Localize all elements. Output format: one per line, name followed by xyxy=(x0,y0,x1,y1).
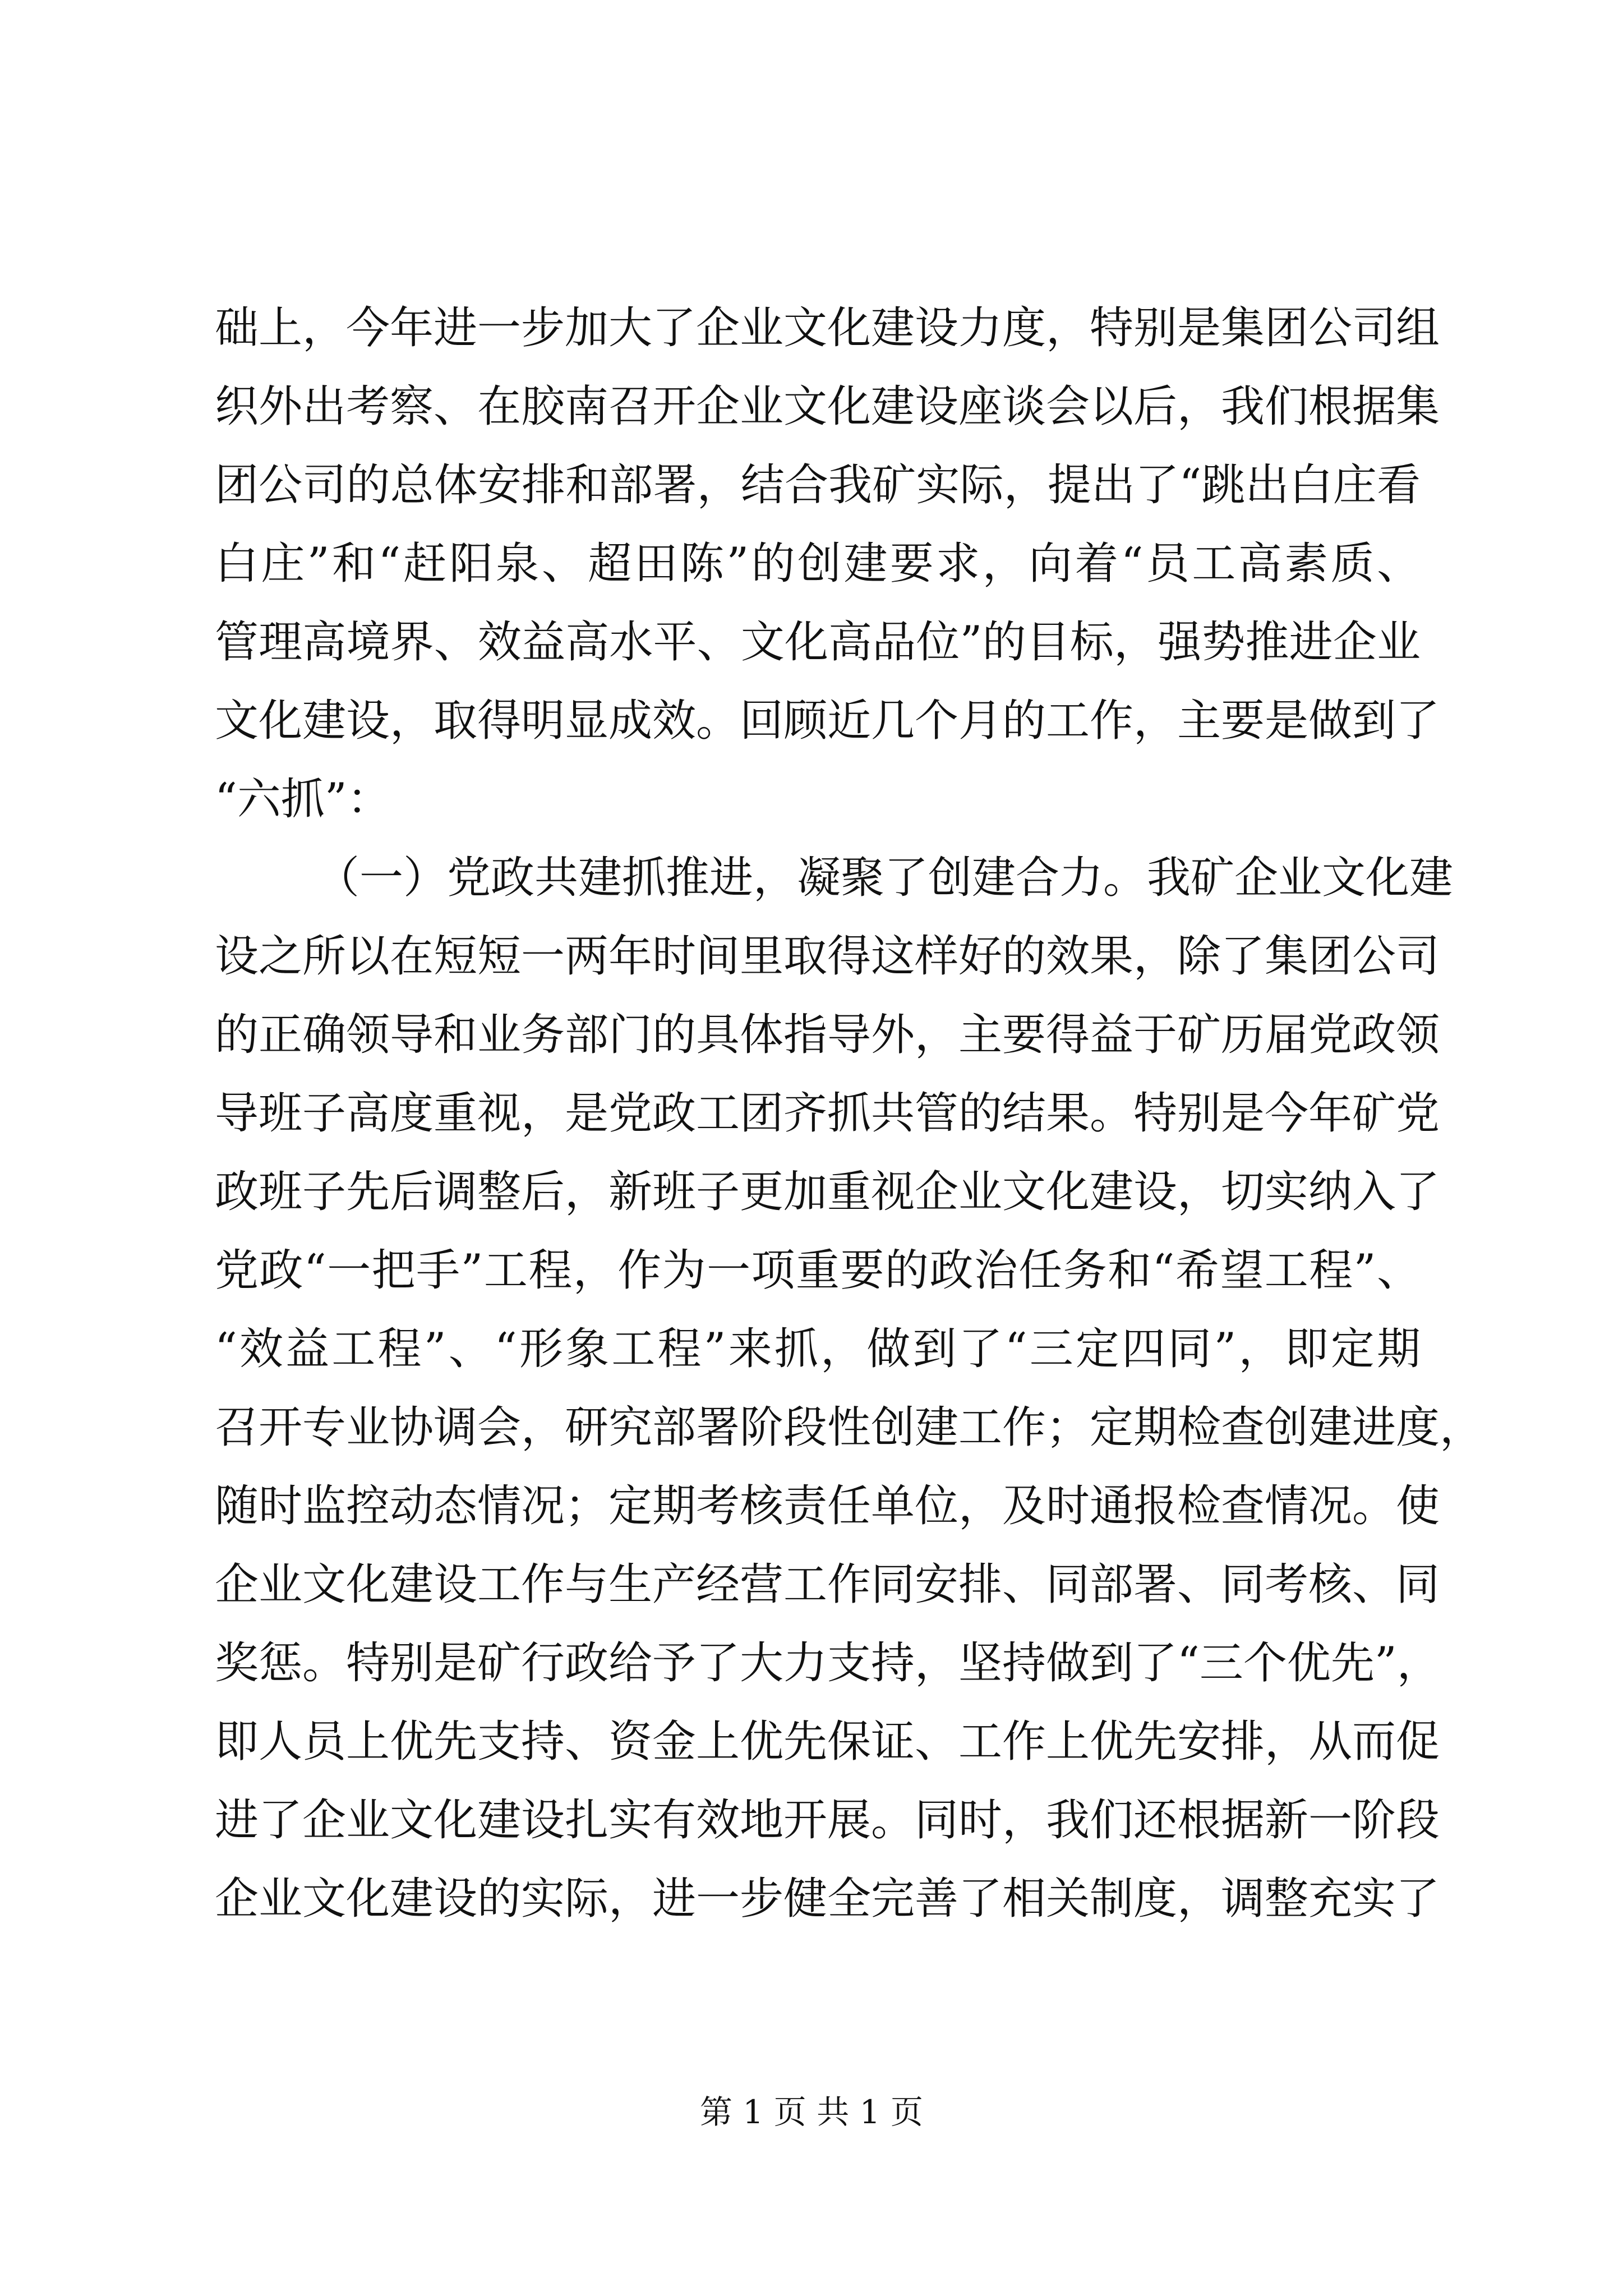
text-line: 即人员上优先支持、资金上优先保证、工作上优先安排，从而促 xyxy=(215,1717,1440,1767)
text-line: 党政“一把手”工程，作为一项重要的政治任务和“希望工程”、 xyxy=(215,1245,1421,1296)
text-line: 设之所以在短短一两年时间里取得这样好的效果，除了集团公司 xyxy=(215,931,1440,982)
text-line: 白庄”和“赶阳泉、超田陈”的创建要求，向着“员工高素质、 xyxy=(215,539,1421,589)
text-line: 进了企业文化建设扎实有效地开展。同时，我们还根据新一阶段 xyxy=(215,1795,1440,1846)
text-line: 团公司的总体安排和部署，结合我矿实际，提出了“跳出白庄看 xyxy=(215,460,1421,510)
text-line: “六抓”： xyxy=(215,774,391,825)
text-line: 的正确领导和业务部门的具体指导外，主要得益于矿历届党政领 xyxy=(215,1010,1440,1060)
text-line: “效益工程”、“形象工程”来抓，做到了“三定四同”，即定期 xyxy=(215,1324,1421,1374)
text-line: 随时监控动态情况；定期考核责任单位，及时通报检查情况。使 xyxy=(215,1481,1440,1531)
text-line: 奖惩。特别是矿行政给予了大力支持，坚持做到了“三个优先”， xyxy=(215,1638,1441,1688)
text-line: 召开专业协调会，研究部署阶段性创建工作；定期检查创建进度， xyxy=(215,1402,1484,1453)
text-line: 导班子高度重视，是党政工团齐抓共管的结果。特别是今年矿党 xyxy=(215,1088,1440,1139)
paragraph-heading-line: （一）党政共建抓推进，凝聚了创建合力。我矿企业文化建 xyxy=(316,853,1454,903)
text-line: 织外出考察、在胶南召开企业文化建设座谈会以后，我们根据集 xyxy=(215,381,1440,432)
page-footer: 第 1 页 共 1 页 xyxy=(700,2093,923,2131)
text-line: 政班子先后调整后，新班子更加重视企业文化建设，切实纳入了 xyxy=(215,1167,1440,1217)
text-line: 础上，今年进一步加大了企业文化建设力度，特别是集团公司组 xyxy=(215,303,1440,353)
text-line: 管理高境界、效益高水平、文化高品位”的目标，强势推进企业 xyxy=(215,617,1421,668)
text-line: 企业文化建设工作与生产经营工作同安排、同部署、同考核、同 xyxy=(215,1559,1440,1610)
text-line: 文化建设，取得明显成效。回顾近几个月的工作，主要是做到了 xyxy=(215,696,1440,746)
text-line: 企业文化建设的实际，进一步健全完善了相关制度，调整充实了 xyxy=(215,1874,1440,1924)
